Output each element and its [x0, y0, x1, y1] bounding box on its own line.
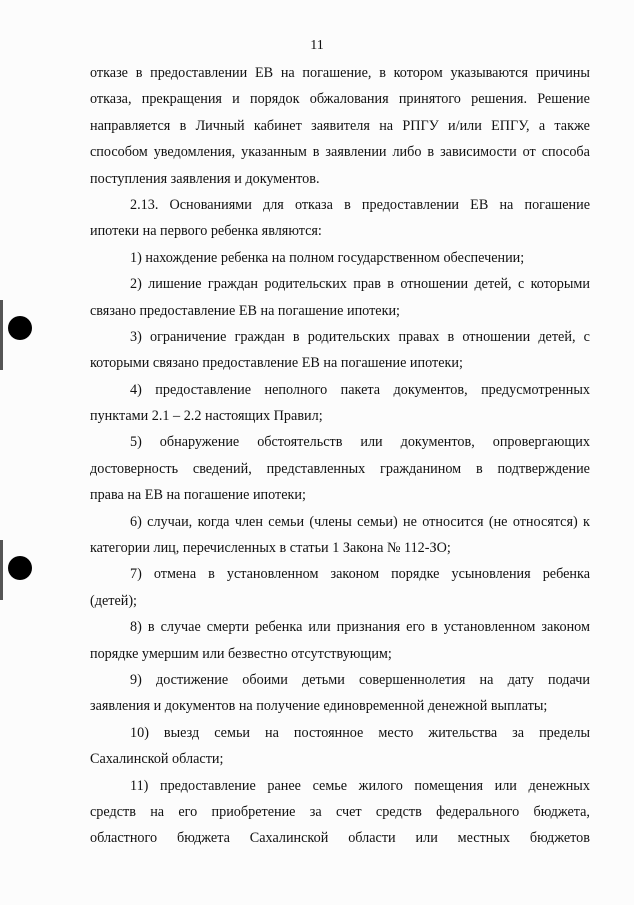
text-word: федерального: [436, 803, 520, 820]
text-line: порядке умершим или безвестно отсутствующим;: [90, 645, 392, 662]
text-word: областного: [90, 830, 158, 847]
text-word: прав: [353, 276, 381, 293]
text-word: признания: [336, 619, 401, 636]
text-word: в: [475, 460, 483, 477]
text-word: ранее: [267, 777, 301, 794]
document-body: [90, 60, 590, 852]
text-word: 6): [130, 513, 142, 530]
text-line: [90, 799, 590, 825]
text-word: на: [379, 117, 394, 134]
text-word: с: [583, 328, 590, 345]
text-word: установленном: [443, 619, 536, 636]
text-word: семьи): [357, 513, 398, 530]
text-word: ЕПГУ,: [491, 117, 530, 134]
text-word: или: [360, 434, 383, 451]
text-word: котором: [393, 65, 443, 81]
text-word: в: [179, 117, 187, 134]
punch-hole: [8, 556, 32, 580]
text-word: средств: [90, 803, 136, 820]
text-word: на: [265, 724, 279, 741]
text-line: (детей);: [90, 592, 137, 609]
text-word: ЕВ: [470, 196, 489, 213]
text-word: способа: [541, 144, 590, 161]
text-word: относятся): [512, 513, 578, 530]
text-word: счет: [335, 803, 362, 820]
text-word: погашение,: [302, 65, 372, 81]
text-word: граждан: [207, 276, 259, 293]
text-word: в: [431, 619, 438, 636]
text-word: в: [387, 276, 394, 293]
text-word: предоставление: [155, 381, 252, 398]
text-word: заявителя: [311, 117, 370, 134]
text-word: отношении: [400, 276, 469, 293]
text-word: обоими: [242, 671, 288, 688]
text-word: место: [378, 724, 414, 741]
text-word: лишение: [148, 276, 202, 293]
text-word: Личный: [195, 117, 245, 134]
text-word: семьи: [214, 724, 251, 741]
text-word: неполного: [264, 381, 328, 398]
text-word: предоставлении: [150, 65, 248, 81]
text-word: бюджета: [176, 830, 230, 847]
text-line: [90, 825, 590, 851]
text-word: 10): [130, 724, 149, 741]
text-word: его: [178, 803, 198, 820]
text-line: заявления и документов на получение единовременной денежной выплаты;: [90, 698, 548, 715]
text-word: родительских: [264, 276, 347, 293]
scan-edge-mark: [0, 540, 3, 600]
text-line: связано предоставление ЕВ на погашение ипотеки;: [90, 302, 400, 319]
scan-edge-mark: [0, 300, 3, 370]
text-word: 4): [130, 381, 142, 398]
text-word: совершеннолетия: [358, 671, 466, 688]
text-word: 8): [130, 619, 142, 636]
text-word: когда: [197, 513, 230, 530]
text-line: [90, 271, 590, 297]
text-word: предоставлении: [361, 196, 460, 213]
text-word: относится: [422, 513, 484, 530]
text-word: обжалования: [309, 91, 389, 108]
text-word: в: [208, 566, 215, 583]
text-word: постоянное: [293, 724, 364, 741]
text-word: бюджета,: [533, 803, 590, 820]
text-word: сведений,: [192, 460, 252, 477]
text-line: категории лиц, перечисленных в статьи 1 Закона № 112-ЗО;: [90, 540, 451, 557]
text-word: помещения: [414, 777, 484, 794]
text-word: области: [348, 830, 396, 847]
text-word: 3): [130, 328, 142, 345]
text-word: не: [403, 513, 417, 530]
text-line: [90, 773, 590, 799]
text-word: смерти: [206, 619, 250, 636]
text-word: отказа,: [90, 91, 132, 108]
text-word: родительских: [307, 328, 391, 345]
text-word: семьи: [268, 513, 305, 530]
text-word: подтверждение: [497, 460, 590, 477]
text-word: ребенка: [255, 619, 303, 636]
text-word: (не: [488, 513, 508, 530]
text-word: для: [262, 196, 284, 213]
text-word: 2.13.: [130, 196, 159, 213]
text-word: Основаниями: [169, 196, 252, 213]
text-word: также: [554, 117, 590, 134]
text-word: подачи: [547, 671, 590, 688]
text-word: представленных: [266, 460, 366, 477]
text-line: [90, 561, 590, 587]
text-word: предусмотренных: [481, 381, 590, 398]
text-word: граждан: [234, 328, 285, 345]
text-word: или: [415, 830, 438, 847]
text-word: решения.: [471, 91, 527, 108]
text-word: случаи,: [147, 513, 193, 530]
text-word: направляется: [90, 117, 171, 134]
text-word: правах: [398, 328, 440, 345]
page-number: 11: [310, 38, 324, 53]
text-word: детьми: [302, 671, 345, 688]
text-word: жилого: [358, 777, 403, 794]
text-word: обстоятельств: [257, 434, 343, 451]
text-word: денежных: [528, 777, 590, 794]
text-word: способом: [90, 144, 148, 161]
text-word: законом: [330, 566, 380, 583]
text-word: на: [150, 803, 165, 820]
text-line: [90, 86, 590, 112]
text-word: заявлении: [325, 144, 387, 161]
text-word: в: [344, 196, 351, 213]
text-word: приобретение: [211, 803, 296, 820]
text-word: 7): [130, 566, 142, 583]
text-word: отношении: [462, 328, 531, 345]
text-line: [90, 60, 590, 86]
text-line: [90, 456, 590, 482]
text-word: 5): [130, 434, 142, 451]
text-word: ЕВ: [254, 65, 274, 81]
text-word: в: [135, 65, 143, 81]
text-line: [90, 509, 590, 535]
text-word: в: [292, 328, 300, 345]
text-word: от: [522, 144, 536, 161]
text-word: либо: [392, 144, 422, 161]
text-word: с: [517, 276, 525, 293]
text-word: указываются: [450, 65, 529, 81]
text-word: 2): [130, 276, 142, 293]
punch-hole: [8, 316, 32, 340]
text-word: гражданином: [380, 460, 462, 477]
text-word: и: [232, 91, 240, 108]
text-word: детей,: [538, 328, 576, 345]
text-word: предоставление: [159, 777, 256, 794]
text-line: [90, 324, 590, 350]
text-line: пунктами 2.1 – 2.2 настоящих Правил;: [90, 408, 323, 425]
text-word: принятого: [398, 91, 461, 108]
text-word: ограничение: [150, 328, 227, 345]
text-word: а: [538, 117, 546, 134]
text-word: порядок: [249, 91, 300, 108]
text-word: за: [309, 803, 322, 820]
text-word: в: [427, 144, 435, 161]
text-word: уведомления,: [153, 144, 236, 161]
text-line: [90, 192, 590, 218]
text-word: отмена: [153, 566, 197, 583]
text-word: (члены: [309, 513, 352, 530]
text-word: порядке: [391, 566, 440, 583]
text-word: причины: [535, 65, 590, 81]
text-word: на: [479, 671, 494, 688]
text-word: отказа: [294, 196, 333, 213]
text-word: к: [583, 513, 590, 530]
text-line: [90, 614, 590, 640]
text-word: обнаружение: [159, 434, 240, 451]
text-word: документов,: [400, 434, 475, 451]
text-word: или: [308, 619, 331, 636]
text-word: в: [379, 65, 386, 81]
text-word: опровергающих: [492, 434, 590, 451]
text-word: кабинет: [253, 117, 302, 134]
text-word: 9): [130, 671, 142, 688]
text-line: [90, 429, 590, 455]
text-word: за: [512, 724, 525, 741]
text-word: законом: [541, 619, 590, 636]
text-word: которыми: [530, 276, 590, 293]
text-word: на: [280, 65, 295, 81]
text-word: РПГУ: [402, 117, 439, 134]
text-word: средств: [375, 803, 422, 820]
text-word: пакета: [340, 381, 381, 398]
text-line: 1) нахождение ребенка на полном государственном обеспечении;: [130, 249, 525, 266]
text-word: достоверность: [90, 460, 179, 477]
text-word: семье: [312, 777, 348, 794]
text-word: зависимости: [440, 144, 517, 161]
text-word: усыновления: [451, 566, 531, 583]
text-word: прекращения: [141, 91, 222, 108]
text-word: ребенка: [542, 566, 590, 583]
text-line: [90, 113, 590, 139]
text-word: бюджетов: [529, 830, 590, 847]
text-word: его: [406, 619, 426, 636]
text-word: документов,: [393, 381, 468, 398]
text-line: поступления заявления и документов.: [90, 170, 320, 187]
text-word: в: [312, 144, 320, 161]
text-word: указанным: [241, 144, 307, 161]
text-line: Сахалинской области;: [90, 751, 224, 768]
text-word: пределы: [539, 724, 590, 741]
text-word: в: [447, 328, 455, 345]
text-word: детей,: [474, 276, 512, 293]
text-word: отказе: [90, 65, 128, 81]
text-line: ипотеки на первого ребенка являются:: [90, 223, 322, 240]
text-word: член: [234, 513, 263, 530]
text-word: жительства: [428, 724, 498, 741]
text-word: случае: [160, 619, 201, 636]
text-word: или: [494, 777, 517, 794]
text-word: достижение: [155, 671, 229, 688]
text-word: погашение: [524, 196, 590, 213]
text-line: [90, 720, 590, 746]
text-word: Решение: [537, 91, 590, 108]
text-line: [90, 377, 590, 403]
text-word: местных: [457, 830, 511, 847]
text-word: на: [499, 196, 514, 213]
text-word: в: [147, 619, 155, 636]
text-line: [90, 139, 590, 165]
text-line: [90, 667, 590, 693]
text-line: права на ЕВ на погашение ипотеки;: [90, 487, 306, 504]
text-word: выезд: [163, 724, 200, 741]
text-word: установленном: [226, 566, 319, 583]
text-word: дату: [507, 671, 534, 688]
text-line: которыми связано предоставление ЕВ на погашение ипотеки;: [90, 355, 463, 372]
text-word: и/или: [448, 117, 482, 134]
text-word: 11): [130, 777, 149, 794]
text-word: Сахалинской: [249, 830, 329, 847]
